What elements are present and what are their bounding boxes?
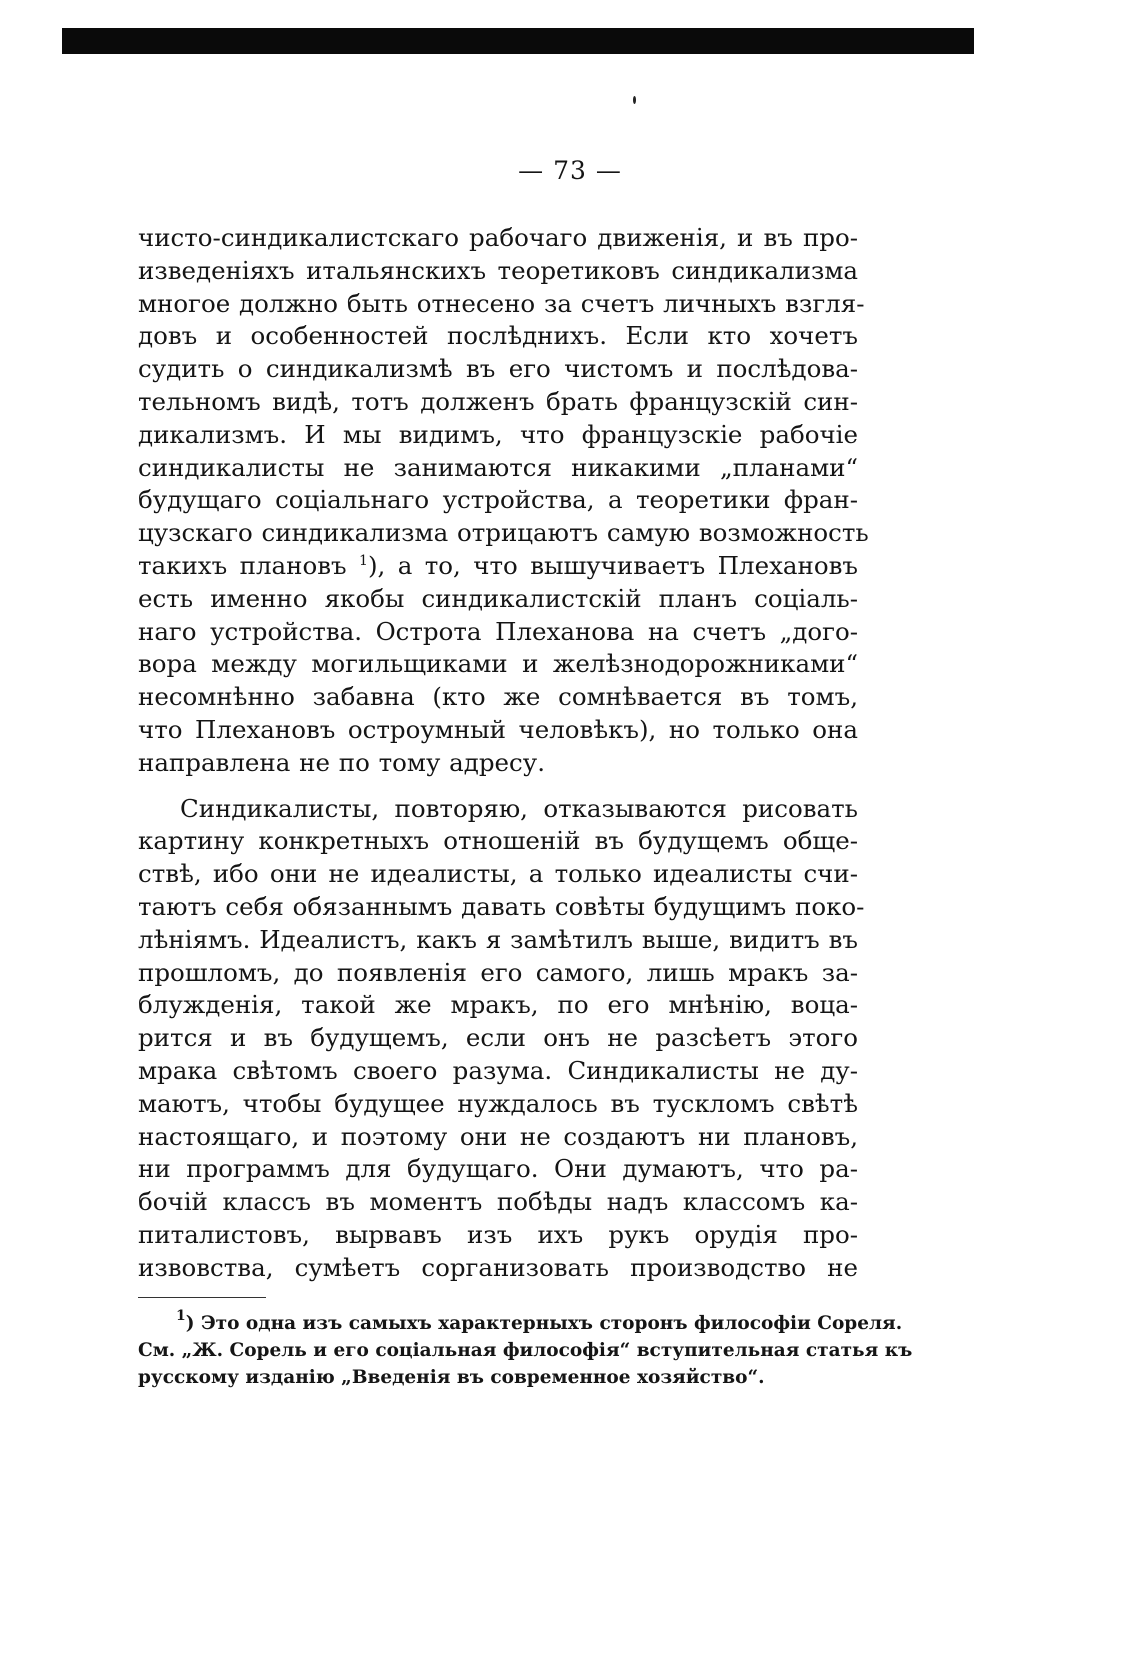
text-line: наго устройства. Острота Плеханова на счетъ „дого- (138, 616, 858, 646)
paragraph-1 (138, 222, 869, 780)
footnote-section (138, 1308, 913, 1391)
text-line: направлена не по тому адресу. (138, 747, 545, 777)
text-line: что Плехановъ остроумный человѣкъ), но только она (138, 714, 858, 744)
text-line: Синдикалисты, повторяю, отказываются рисовать (180, 793, 858, 823)
text-line: судить о синдикализмѣ въ его чистомъ и послѣдова- (138, 354, 858, 384)
text-line: цузскаго синдикализма отрицаютъ самую возможность (138, 518, 869, 548)
paragraph-2 (138, 793, 865, 1285)
text-line: ни программъ для будущаго. Они думаютъ, что ра- (138, 1154, 858, 1184)
text-line: бочій классъ въ моментъ побѣды надъ классомъ ка- (138, 1187, 858, 1217)
text-line: блужденія, такой же мракъ, по его мнѣнію, воца- (138, 990, 858, 1020)
print-speck (633, 96, 636, 104)
text-line: изведеніяхъ итальянскихъ теоретиковъ синдикализма (138, 255, 858, 285)
text-line: картину конкретныхъ отношеній въ будущемъ обще- (138, 826, 858, 856)
text-line: извовства, сумѣетъ сорганизовать производство не (138, 1252, 858, 1282)
text-fragment: ), а то, что вышучиваетъ Плехановъ (367, 550, 858, 580)
text-line: есть именно якобы синдикалистскій планъ соціаль- (138, 583, 858, 613)
text-line: ствѣ, ибо они не идеалисты, а только идеалисты счи- (138, 859, 858, 889)
text-line: тельномъ видѣ, тотъ долженъ брать французскій син- (138, 386, 858, 416)
text-fragment: такихъ плановъ (138, 550, 347, 580)
text-line: несомнѣнно забавна (кто же сомнѣвается въ томъ, (138, 682, 858, 712)
text-line: чисто-синдикалистскаго рабочаго движенія, и въ про- (138, 223, 858, 252)
footnote-ref[interactable]: 1 (359, 552, 368, 569)
text-line: многое должно быть отнесено за счетъ личныхъ взгля- (138, 288, 865, 318)
main-text (138, 222, 869, 1285)
text-line-with-footnote-ref (138, 550, 858, 583)
paragraph-gap (138, 780, 858, 793)
text-line: таютъ себя обязаннымъ давать совѣты будущимъ поко- (138, 891, 865, 921)
text-line: дикализмъ. И мы видимъ, что французскіе рабочіе (138, 419, 858, 449)
top-scan-border (62, 28, 974, 54)
footnote-text: ) Это одна изъ самыхъ характерныхъ сторонъ философіи Сореля. (185, 1313, 903, 1334)
text-line: вора между могильщиками и желѣзнодорожниками“ (138, 649, 858, 679)
text-line: прошломъ, до появленія его самого, лишь мракъ за- (138, 957, 858, 987)
footnote-line (138, 1308, 903, 1337)
text-line: настоящаго, и поэтому они не создаютъ ни плановъ, (138, 1121, 858, 1151)
text-line: лѣніямъ. Идеалистъ, какъ я замѣтилъ выше, видитъ въ (138, 924, 858, 954)
page-number: — 73 — (518, 156, 622, 185)
text-line: мрака свѣтомъ своего разума. Синдикалисты не ду- (138, 1055, 858, 1085)
text-line: синдикалисты не занимаются никакими „планами“ (138, 452, 858, 482)
footnote-line: См. „Ж. Сорель и его соціальная философія“ вступительная статья къ (138, 1340, 913, 1361)
footnote-divider (138, 1297, 266, 1298)
footnote-line: русскому изданію „Введенія въ современное хозяйство“. (138, 1367, 765, 1388)
text-line: рится и въ будущемъ, если онъ не разсѣетъ этого (138, 1023, 858, 1053)
text-line: маютъ, чтобы будущее нуждалось въ тускломъ свѣтѣ (138, 1088, 858, 1118)
text-line: будущаго соціальнаго устройства, а теоретики фран- (138, 485, 858, 515)
text-line: довъ и особенностей послѣднихъ. Если кто хочетъ (138, 321, 858, 351)
footnote-marker: 1 (176, 1308, 186, 1324)
text-line: питалистовъ, вырвавъ изъ ихъ рукъ орудія про- (138, 1219, 858, 1249)
